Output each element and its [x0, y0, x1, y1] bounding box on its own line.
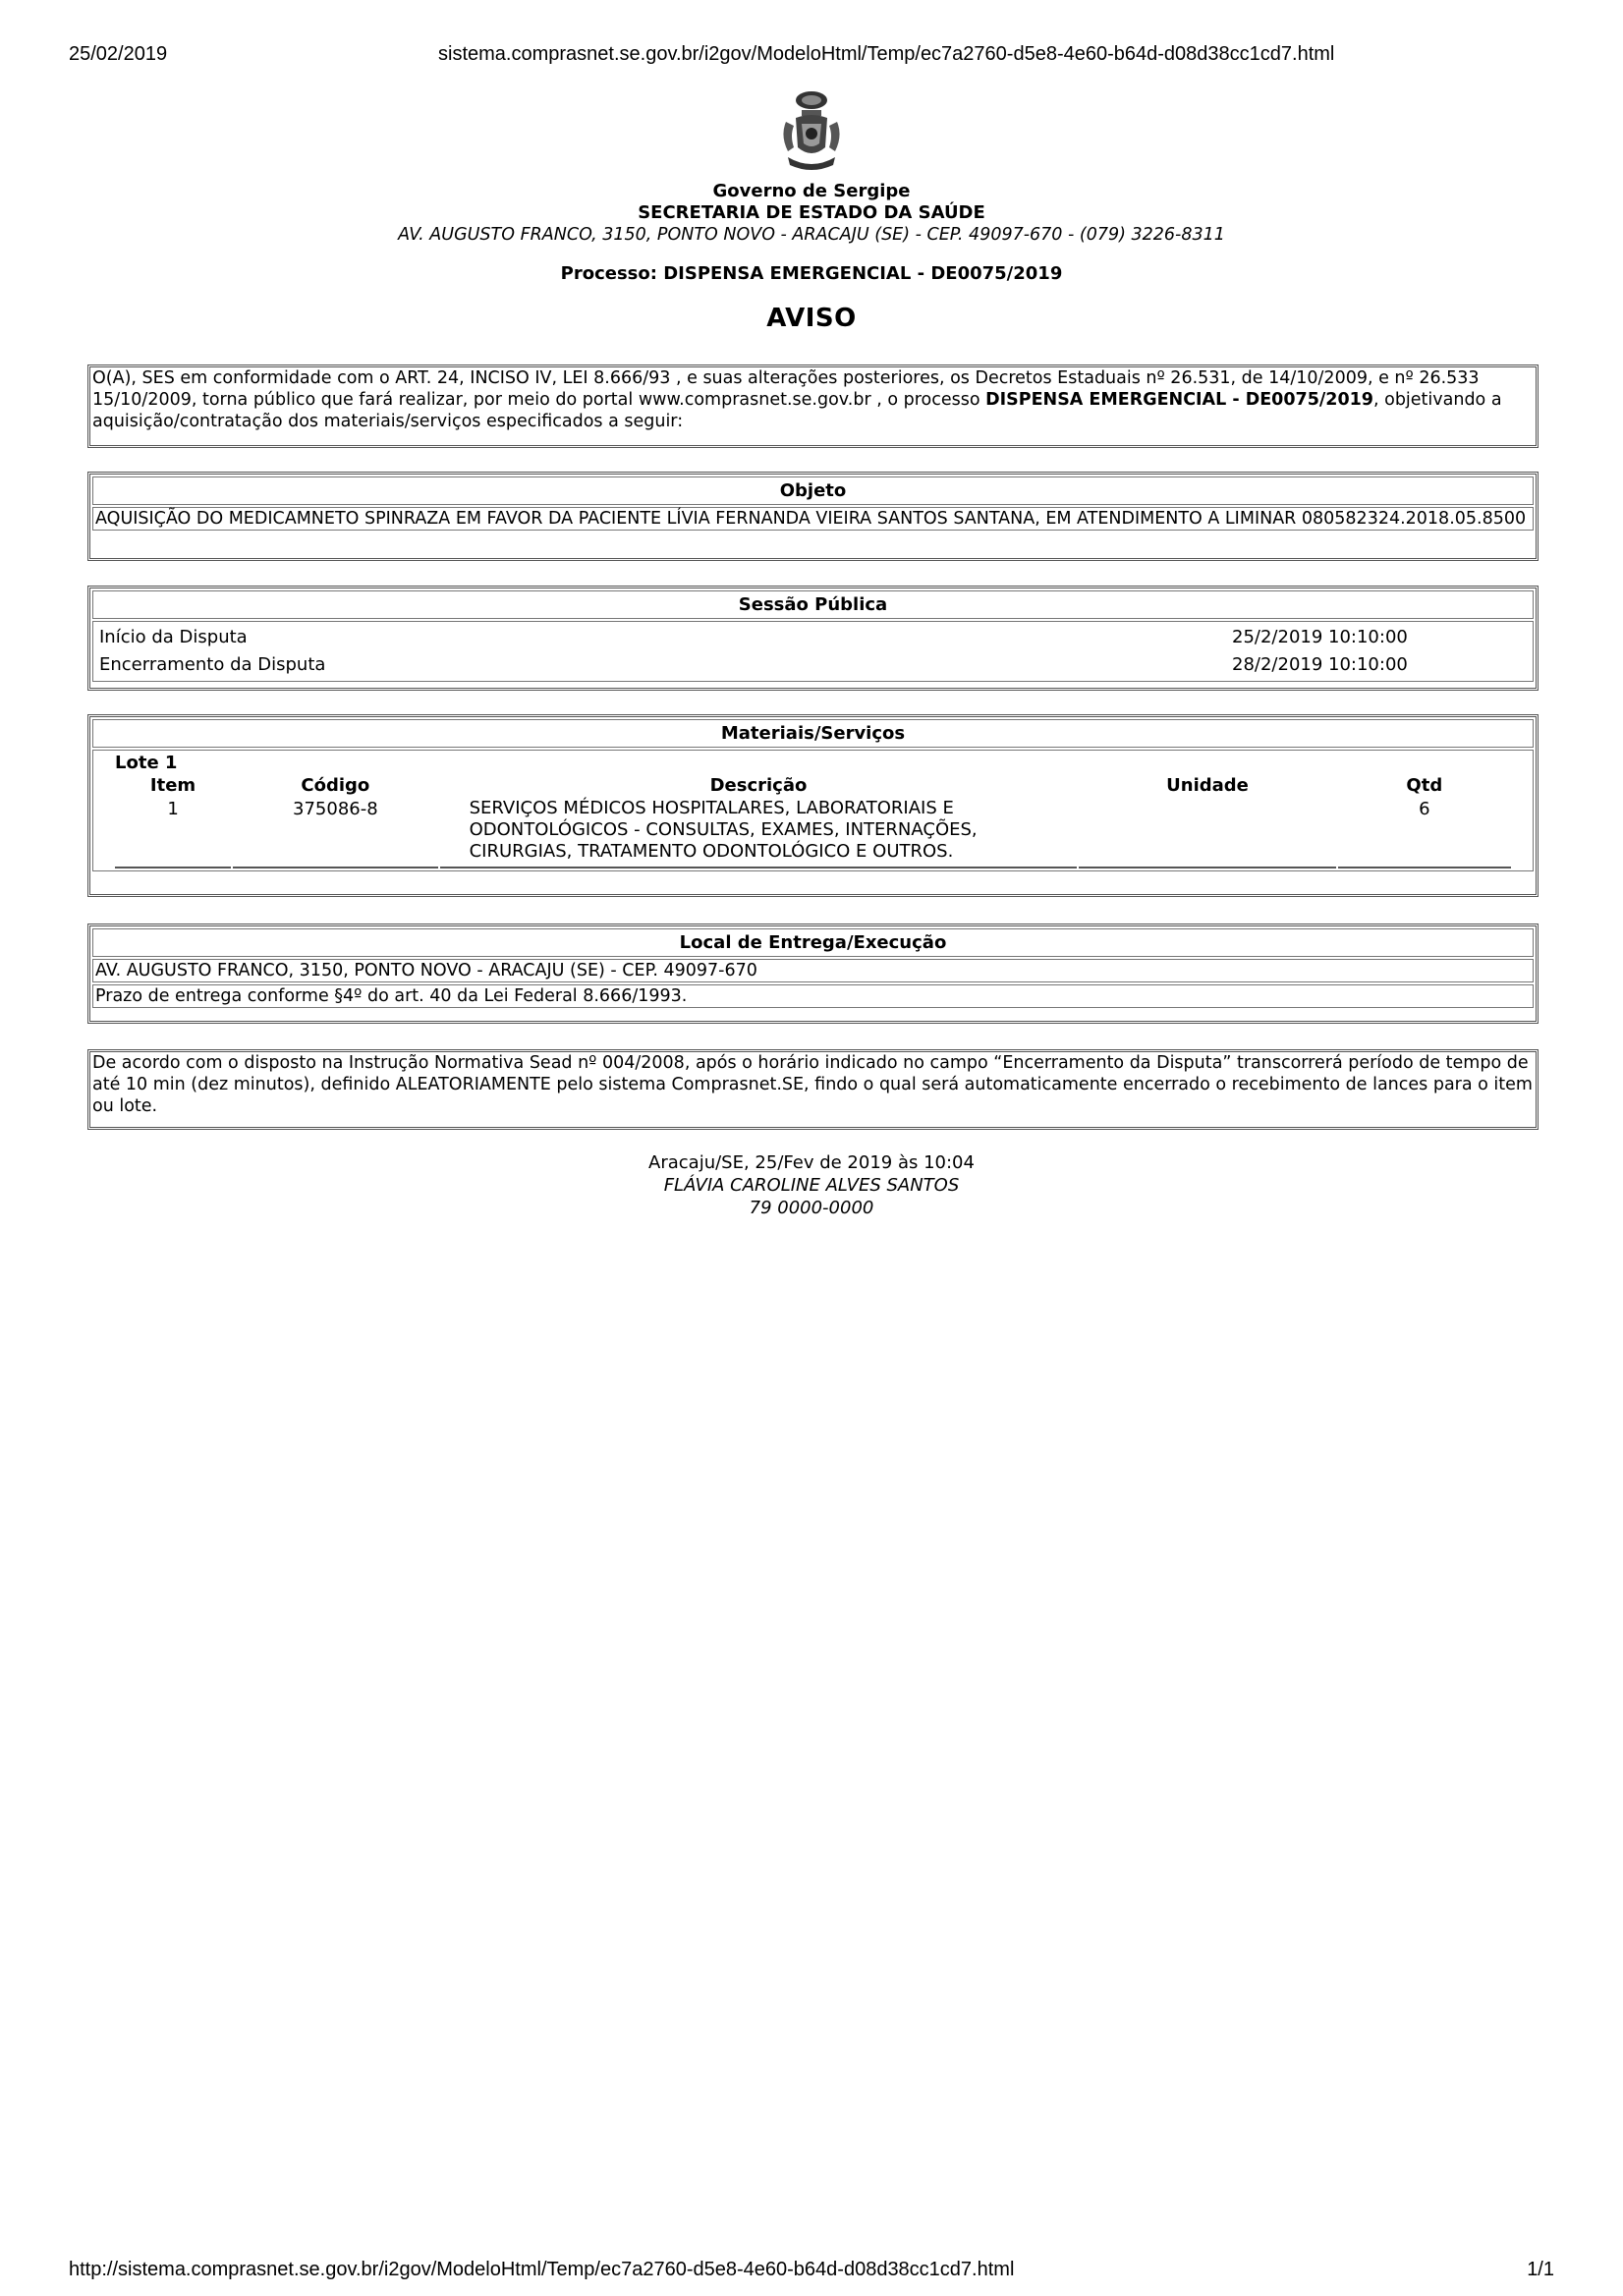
col-unidade: Unidade — [1166, 775, 1249, 796]
print-url: sistema.comprasnet.se.gov.br/i2gov/ModeloHtml/Temp/ec7a2760-d5e8-4e60-b64d-d08d38cc1cd7.html — [438, 43, 1335, 65]
sessao-heading: Sessão Pública — [92, 590, 1534, 619]
local-heading: Local de Entrega/Execução — [92, 928, 1534, 957]
objeto-text: AQUISIÇÃO DO MEDICAMNETO SPINRAZA EM FAVOR DA PACIENTE LÍVIA FERNANDA VIEIRA SANTOS SANTANA, EM ATENDIMENTO A LIMINAR 080582324.2018.05.8500 — [95, 509, 1527, 529]
col-codigo: Código — [301, 775, 370, 796]
footer-url: http://sistema.comprasnet.se.gov.br/i2gov/ModeloHtml/Temp/ec7a2760-d5e8-4e60-b64d-d08d38cc1cd7.html — [69, 2259, 1015, 2280]
sessao-box — [87, 586, 1539, 691]
materiais-heading: Materiais/Serviços — [92, 719, 1534, 748]
intro-text-end: , objetivando a aquisição/contratação dos materiais/serviços especificados a seguir: — [92, 390, 1502, 431]
table-row — [115, 798, 1511, 863]
print-header — [69, 43, 1554, 67]
sessao-label: Início da Disputa — [99, 627, 248, 647]
secretariat-name: SECRETARIA DE ESTADO DA SAÚDE — [638, 202, 985, 223]
state-coat-of-arms-icon — [772, 86, 851, 175]
header-address: AV. AUGUSTO FRANCO, 3150, PONTO NOVO - ARACAJU (SE) - CEP. 49097-670 - (079) 3226-8311 — [398, 225, 1225, 245]
sessao-row-inicio — [93, 624, 1533, 651]
table-divider — [115, 863, 1511, 868]
objeto-heading: Objeto — [92, 476, 1534, 505]
col-descricao: Descrição — [709, 775, 808, 796]
sessao-label: Encerramento da Disputa — [99, 654, 326, 675]
document-header — [0, 86, 1623, 333]
nota-text: De acordo com o disposto na Instrução Normativa Sead nº 004/2008, após o horário indicado no campo “Encerramento da Disputa” transcorrerá período de tempo de até 10 min (dez minutos), definido ALEATORIAMENTE pelo sistema Comprasnet.SE, findo o qual será automaticamente encerrado o recebimento de lances para o item ou lote. — [92, 1053, 1533, 1116]
lote-label: Lote 1 — [115, 753, 178, 773]
signature-name: FLÁVIA CAROLINE ALVES SANTOS — [663, 1175, 960, 1196]
signature-place-date: Aracaju/SE, 25/Fev de 2019 às 10:04 — [648, 1152, 975, 1173]
page-number: 1/1 — [1527, 2259, 1554, 2280]
materiais-table — [113, 773, 1513, 868]
col-item: Item — [149, 775, 196, 796]
nota-box — [87, 1049, 1539, 1130]
signature-phone: 79 0000-0000 — [749, 1198, 874, 1218]
cell-unidade — [1079, 798, 1335, 863]
government-name: Governo de Sergipe — [712, 181, 911, 201]
print-date: 25/02/2019 — [69, 43, 168, 65]
objeto-box — [87, 472, 1539, 561]
intro-box — [87, 364, 1539, 448]
cell-codigo: 375086-8 — [293, 799, 378, 819]
print-footer — [69, 2259, 1554, 2282]
local-address: AV. AUGUSTO FRANCO, 3150, PONTO NOVO - ARACAJU (SE) - CEP. 49097-670 — [95, 961, 757, 980]
local-prazo: Prazo de entrega conforme §4º do art. 40 da Lei Federal 8.666/1993. — [95, 986, 688, 1006]
signature-block — [0, 1151, 1623, 1219]
intro-text-start: O(A), SES em conformidade com o ART. 24, INCISO IV, LEI 8.666/93 , e suas alterações posteriores, os Decretos Estaduais nº 26.531, de 14/10/2009, e nº 26.533 15/10/2009, torna público que fará realizar, por meio do portal www.comprasnet.se.gov.br , o processo — [92, 368, 1480, 410]
col-qtd: Qtd — [1406, 775, 1443, 796]
local-box — [87, 924, 1539, 1024]
cell-descricao: SERVIÇOS MÉDICOS HOSPITALARES, LABORATORIAIS E ODONTOLÓGICOS - CONSULTAS, EXAMES, INTERNAÇÕES, CIRURGIAS, TRATAMENTO ODONTOLÓGICO E OUTROS. — [469, 798, 978, 862]
cell-qtd: 6 — [1419, 799, 1430, 819]
process-title: Processo: DISPENSA EMERGENCIAL - DE0075/2019 — [560, 263, 1063, 284]
sessao-row-encerramento — [93, 651, 1533, 679]
table-header-row — [115, 773, 1511, 798]
cell-item: 1 — [167, 799, 179, 819]
intro-process-bold: DISPENSA EMERGENCIAL - DE0075/2019 — [985, 390, 1373, 410]
page-title: AVISO — [766, 304, 857, 333]
materiais-box — [87, 714, 1539, 897]
sessao-value: 28/2/2019 10:10:00 — [1232, 654, 1408, 675]
sessao-value: 25/2/2019 10:10:00 — [1232, 627, 1408, 647]
intro-text — [90, 367, 1536, 432]
